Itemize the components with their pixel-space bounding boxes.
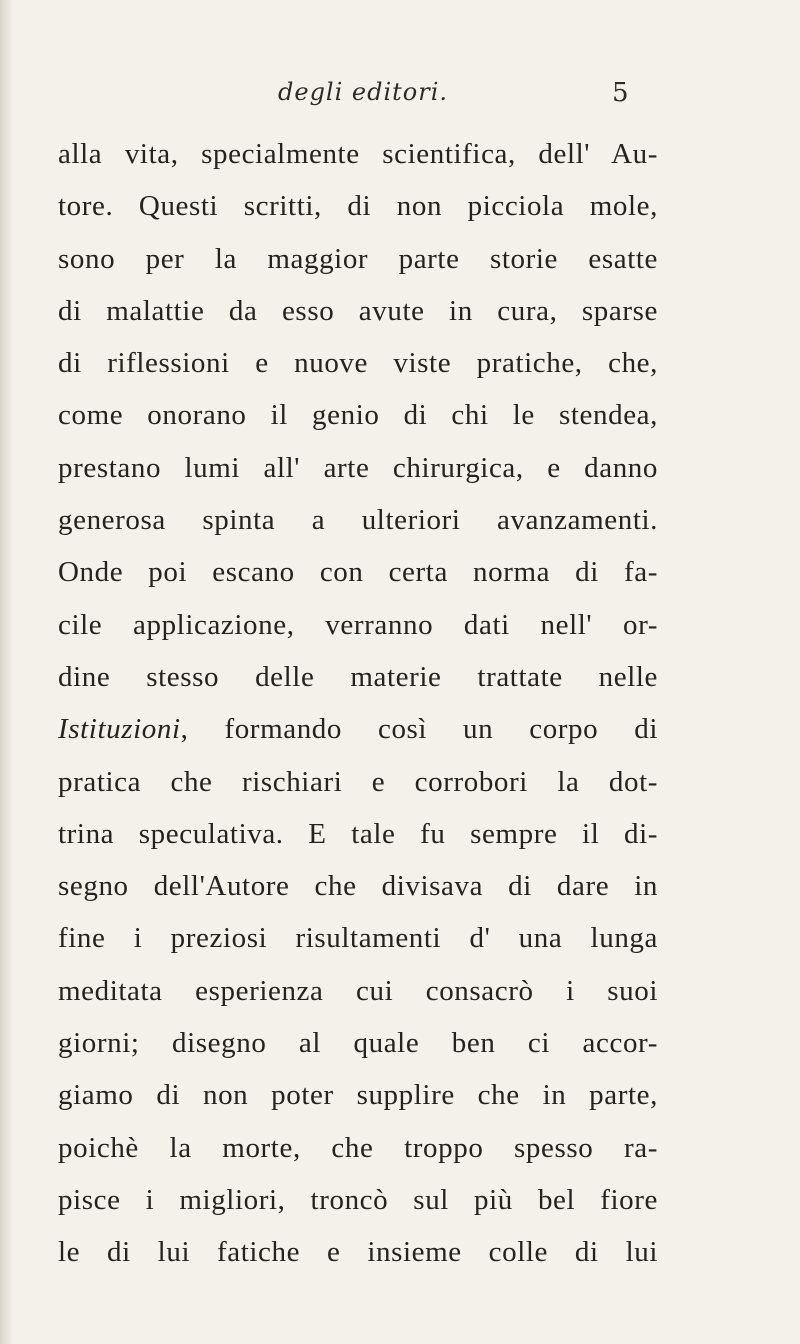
text-line: trina speculativa. E tale fu sempre il di- [58,817,658,850]
text-line: le di lui fatiche e insieme colle di lui [58,1236,658,1269]
text-line: segno dell'Autore che divisava di dare in [58,870,658,903]
text-line: giorni; disegno al quale ben ci accor- [58,1027,658,1060]
text-line: Onde poi escano con certa norma di fa- [58,556,658,589]
text-line: tore. Questi scritti, di non picciola mole, [58,190,658,223]
page-binding-edge [0,0,14,1344]
text-line: di malattie da esso avute in cura, sparse [58,294,658,327]
text-line: pisce i migliori, troncò sul più bel fiore [58,1183,658,1216]
text-line: prestano lumi all' arte chirurgica, e danno [58,451,658,484]
text-line: pratica che rischiari e corrobori la dot- [58,765,658,798]
text-line: meditata esperienza cui consacrò i suoi [58,974,658,1007]
page-number: 5 [612,78,629,108]
italic-title: Istituzioni [58,713,181,746]
page-header [0,78,800,118]
text-line-rest: , formando così un corpo di [180,713,658,746]
text-line: come onorano il genio di chi le stendea, [58,399,658,432]
text-line: generosa spinta a ulteriori avanzamenti. [58,504,658,537]
body-text [58,128,658,1279]
text-line: poichè la morte, che troppo spesso ra- [58,1131,658,1164]
running-head: degli editori. [278,78,449,106]
text-line: sono per la maggior parte storie esatte [58,242,658,275]
text-line: fine i preziosi risultamenti d' una lunga [58,922,658,955]
text-line: di riflessioni e nuove viste pratiche, che, [58,347,658,380]
text-line: cile applicazione, verranno dati nell' or- [58,608,658,641]
text-line-with-italic [58,703,658,755]
text-line: dine stesso delle materie trattate nelle [58,660,658,693]
text-line: giamo di non poter supplire che in parte, [58,1079,658,1112]
text-line: alla vita, specialmente scientifica, dell' Au- [58,138,658,170]
